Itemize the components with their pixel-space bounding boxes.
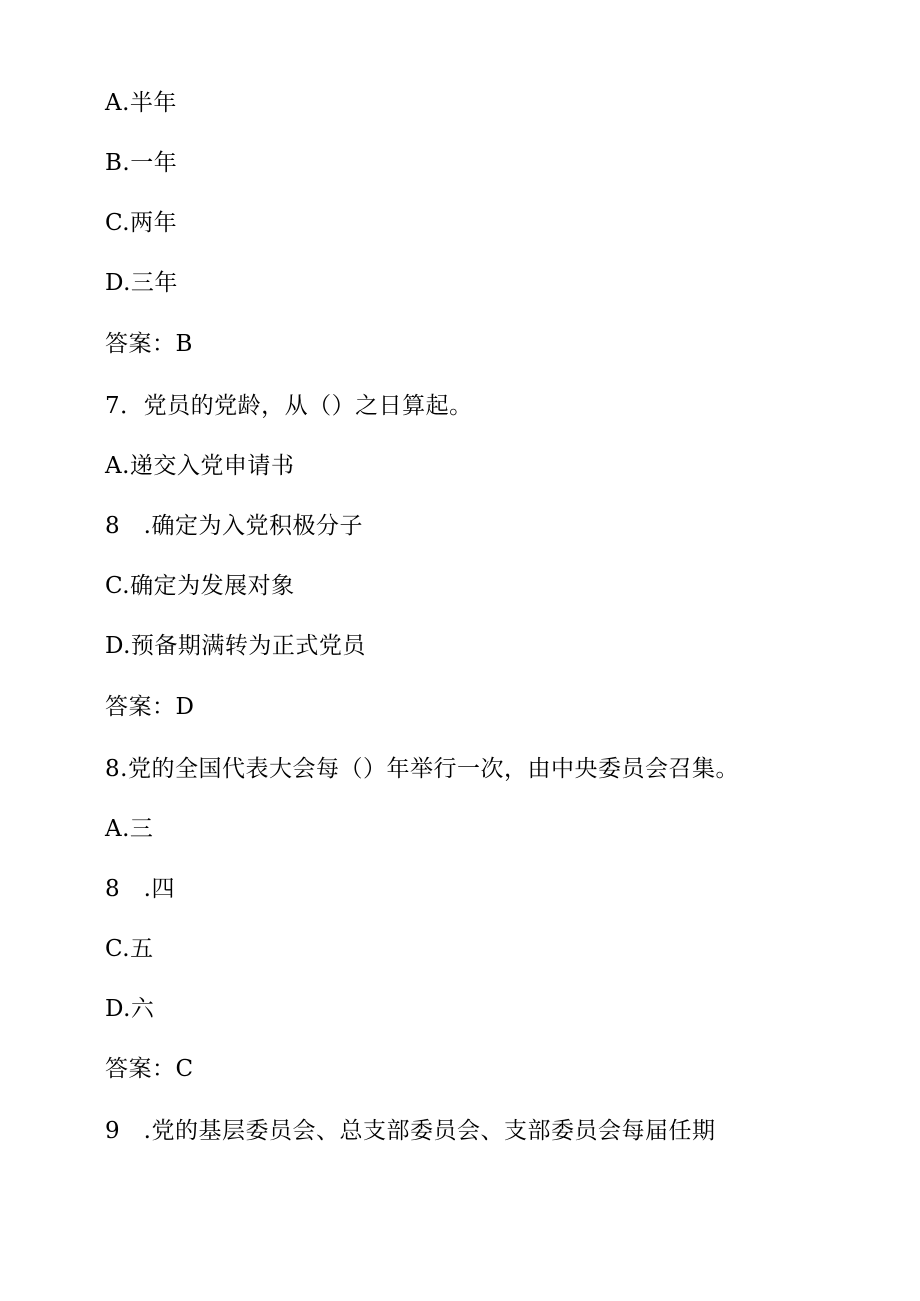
question-9: 9 .党的基层委员会、总支部委员会、支部委员会每届任期 (105, 1118, 716, 1144)
question-7: 7．党员的党龄，从（）之日算起。 (105, 393, 473, 419)
q8-option-c: C.五 (105, 936, 154, 962)
option-d-three-years: D.三年 (105, 270, 178, 296)
answer-7: 答案：D (105, 694, 195, 720)
q7-option-d: D.预备期满转为正式党员 (105, 633, 366, 659)
answer-8: 答案：C (105, 1056, 194, 1082)
q8-option-d: D.六 (105, 996, 155, 1022)
answer-6: 答案：B (105, 331, 193, 357)
q7-option-c: C.确定为发展对象 (105, 573, 295, 599)
option-a-half-year: A.半年 (105, 90, 177, 116)
option-b-one-year: B.一年 (105, 150, 178, 176)
q7-option-b: 8 .确定为入党积极分子 (105, 513, 363, 539)
q7-option-a: A.递交入党申请书 (105, 453, 295, 479)
option-c-two-years: C.两年 (105, 210, 178, 236)
q8-option-b: 8 .四 (105, 876, 175, 902)
question-8: 8.党的全国代表大会每（）年举行一次，由中央委员会召集。 (105, 756, 739, 782)
q8-option-a: A.三 (105, 816, 154, 842)
